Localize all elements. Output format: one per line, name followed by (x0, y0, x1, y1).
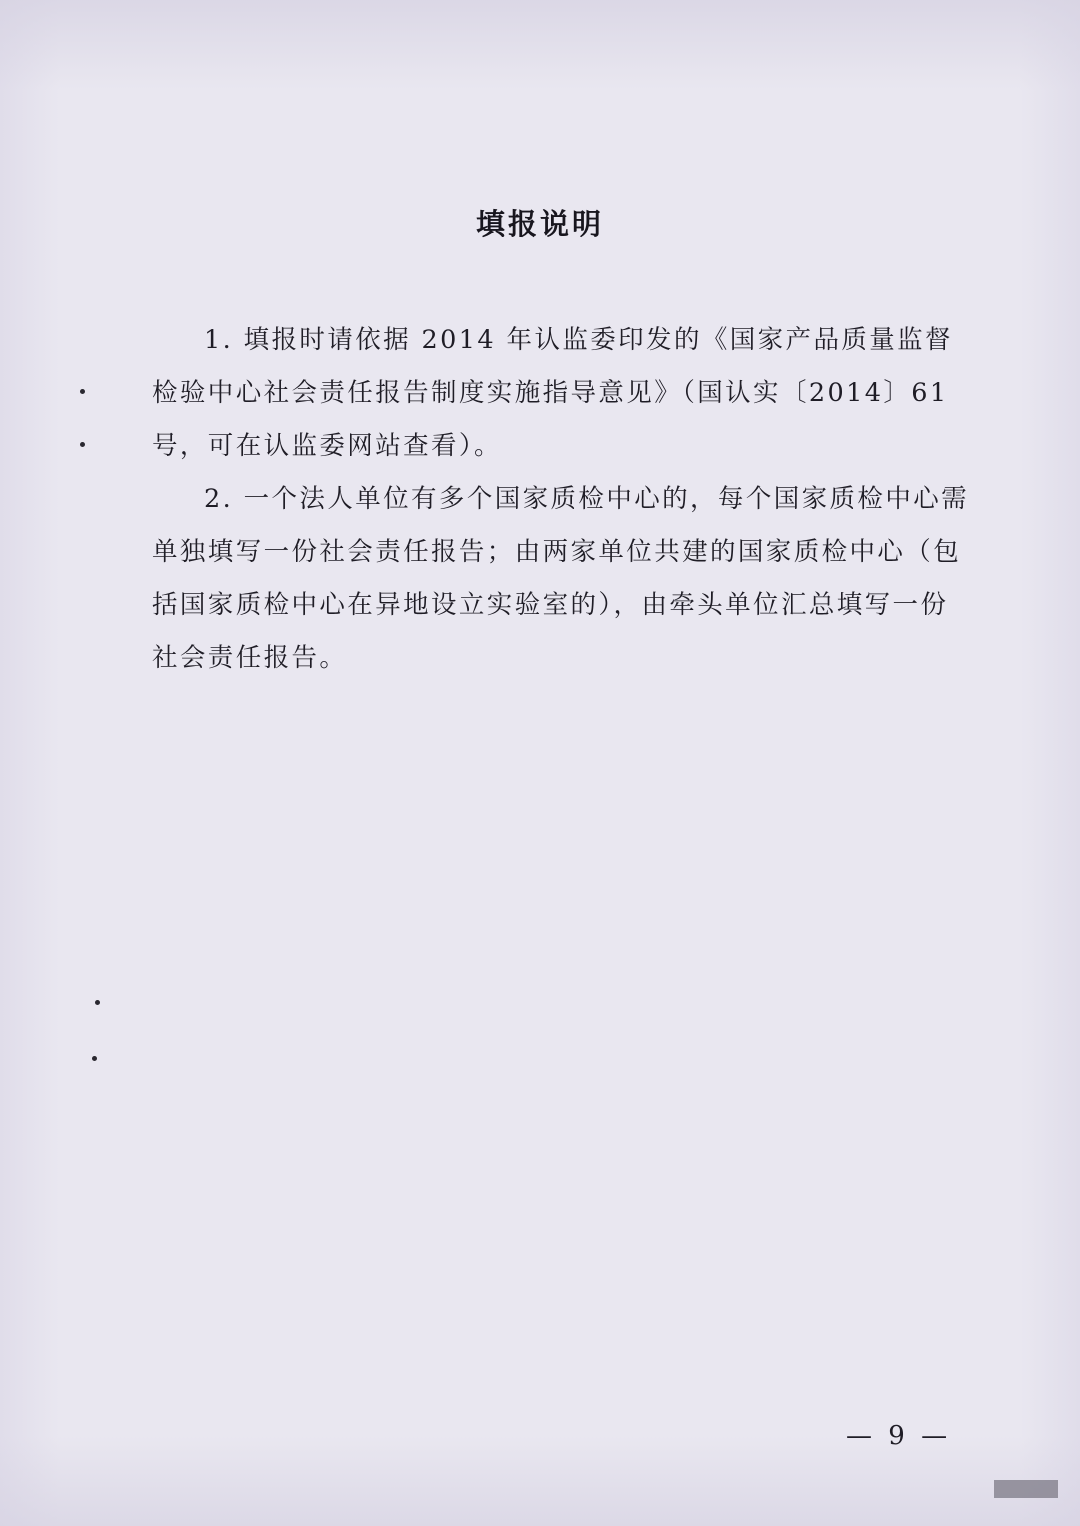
document-title: 填报说明 (475, 207, 604, 241)
punch-hole-mark (92, 1056, 97, 1061)
watermark-logo (994, 1480, 1058, 1498)
punch-hole-mark (80, 442, 85, 447)
paragraph-1: 1. 填报时请依据 2014 年认监委印发的《国家产品质量监督检验中心社会责任报告制度实施指导意见》（国认实〔2014〕61 号，可在认监委网站查看）。 (152, 325, 953, 461)
punch-hole-mark (80, 389, 85, 394)
punch-hole-mark (95, 1000, 100, 1005)
paragraph-1-container (152, 314, 972, 473)
paragraph-2: 2. 一个法人单位有多个国家质检中心的，每个国家质检中心需单独填写一份社会责任报告；由两家单位共建的国家质检中心（包括国家质检中心在异地设立实验室的），由牵头单位汇总填写一份社会责任报告。 (152, 484, 970, 673)
paragraph-2-container (152, 473, 972, 685)
page-number: — 9 — (846, 1421, 952, 1451)
